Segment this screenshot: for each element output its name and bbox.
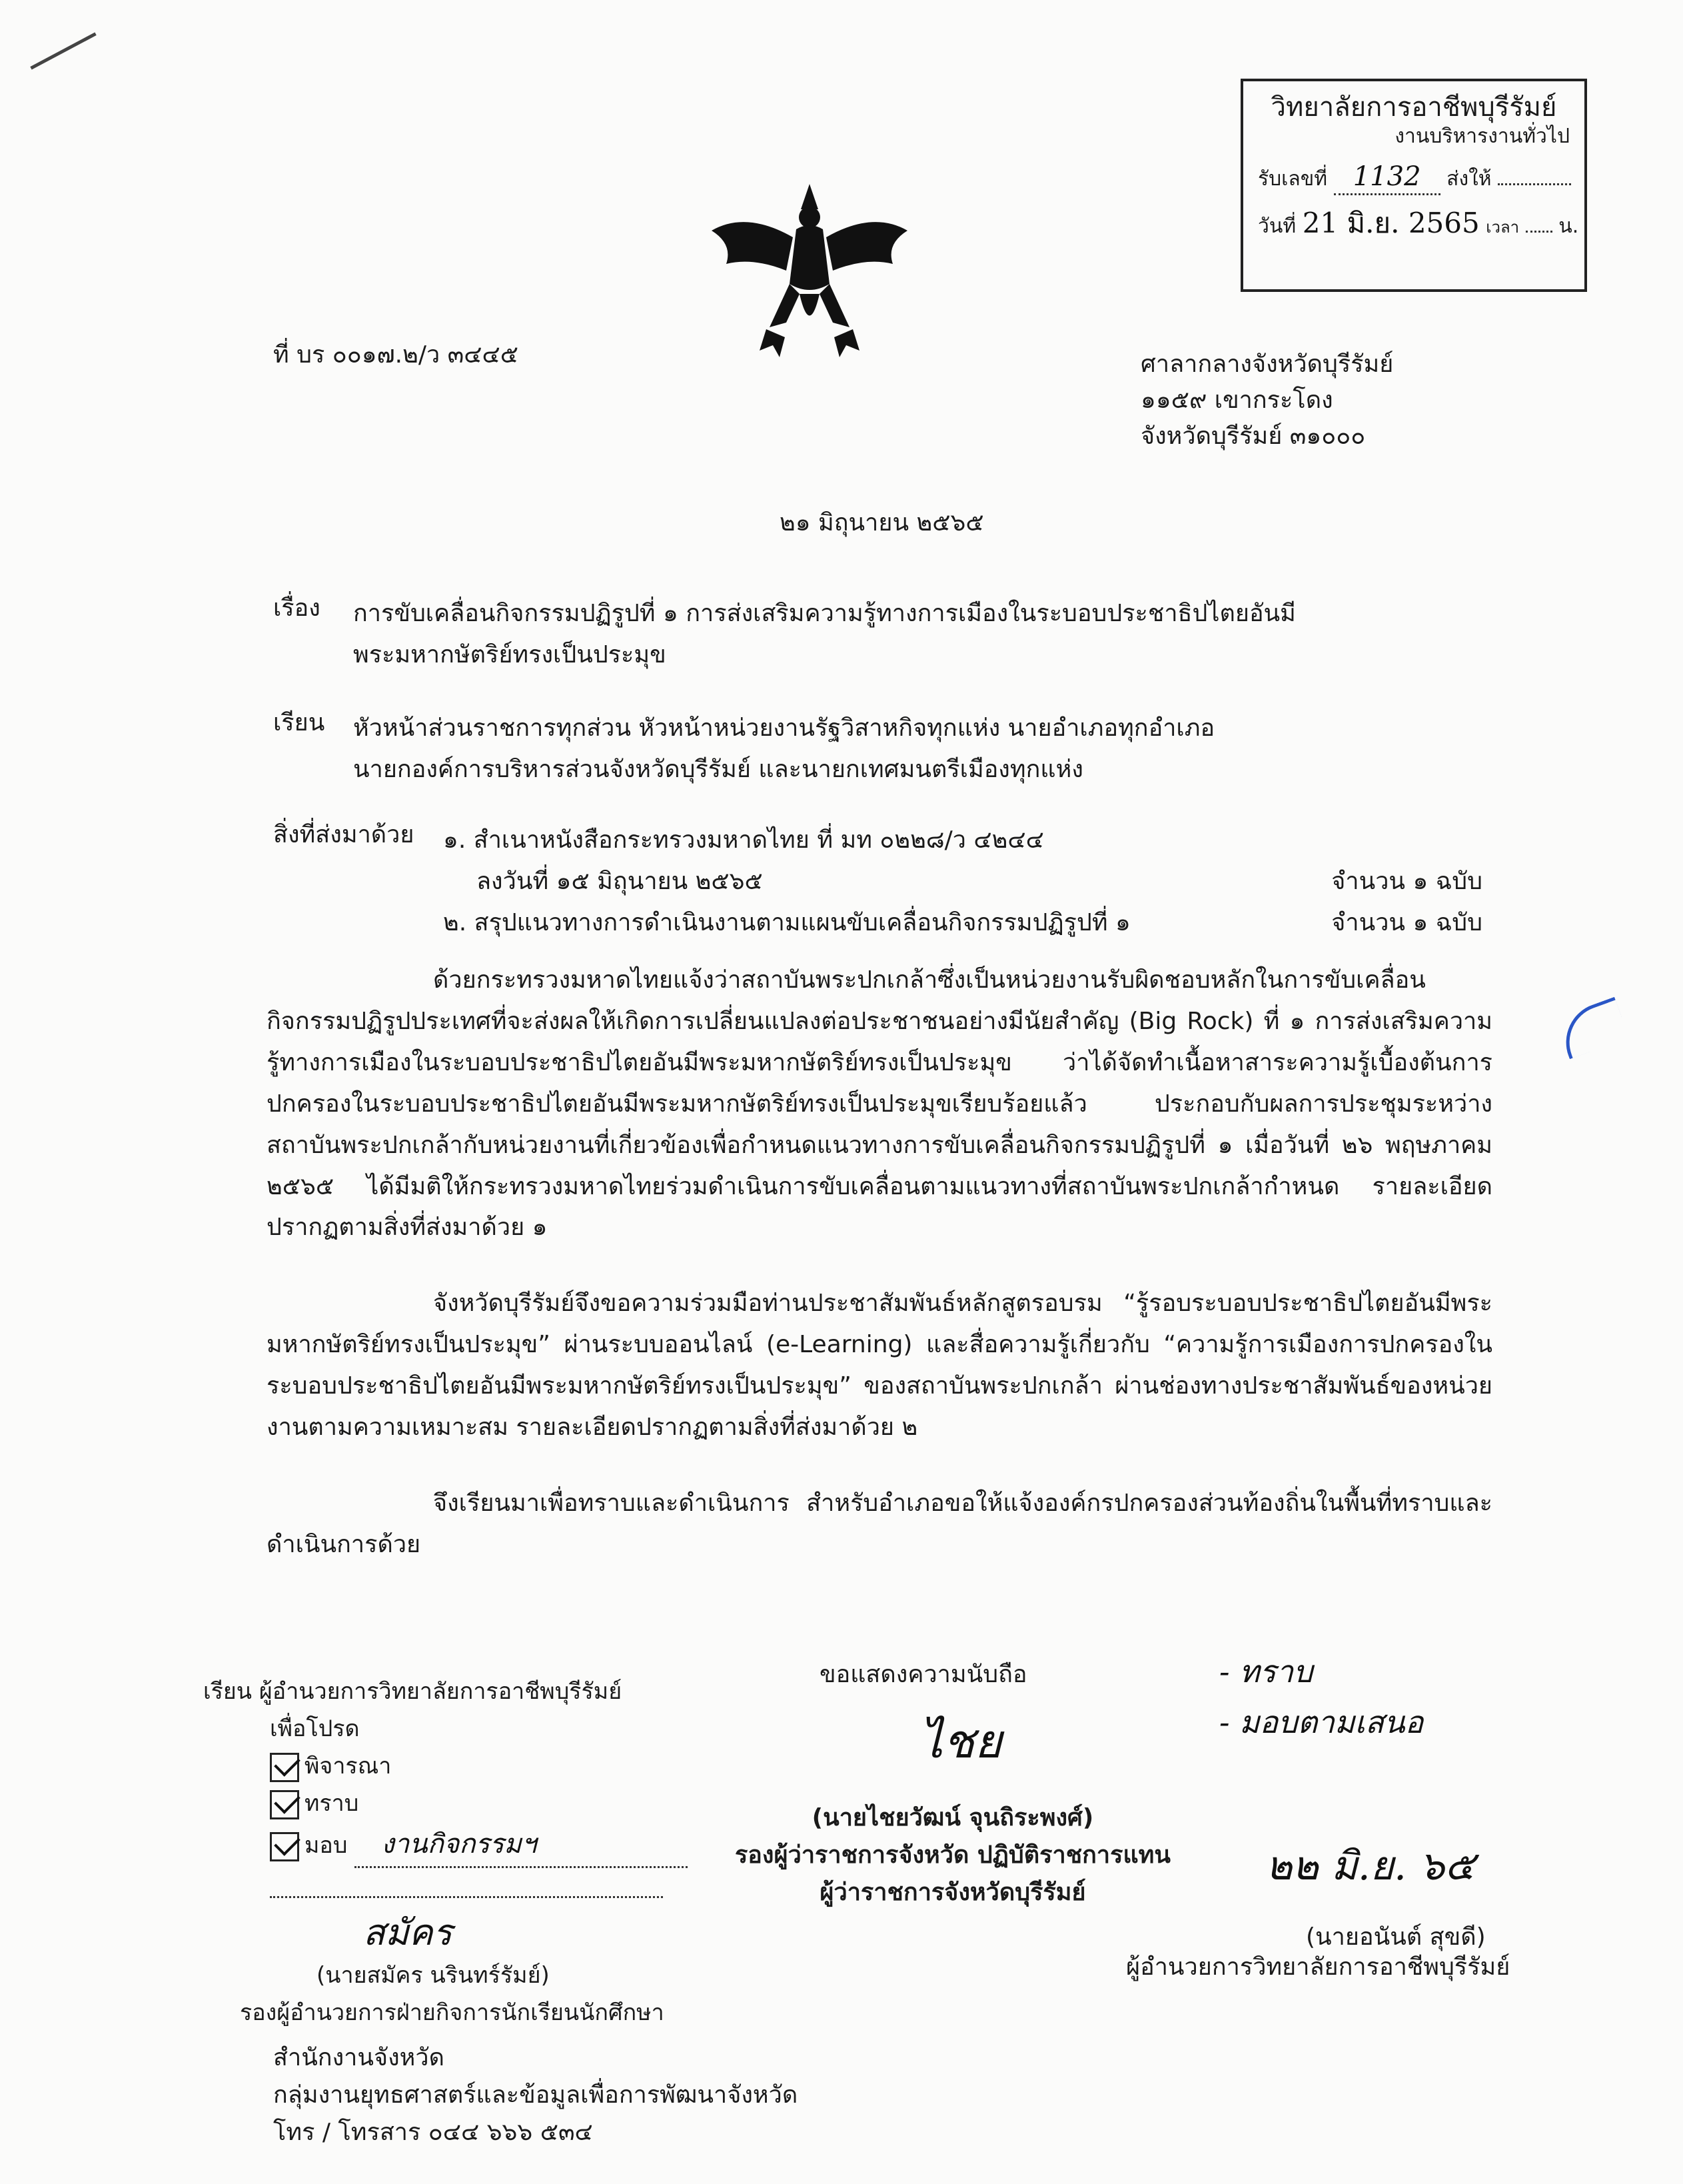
subject-text [353, 593, 1499, 676]
sender-address [1141, 347, 1393, 455]
garuda-emblem-icon [706, 171, 913, 371]
stamp-time-label: เวลา [1486, 217, 1520, 237]
stamp-received-row [1258, 160, 1570, 195]
stamp-date-value: 21 มิ.ย. 2565 [1302, 206, 1480, 239]
stamp-date-label: วันที่ [1258, 214, 1297, 238]
signer-title-2: ผู้ว่าราชการจังหวัดบุรีรัมย์ [820, 1878, 1086, 1906]
checkbox-acknowledge [270, 1790, 299, 1819]
enclosure-1-row [443, 861, 1482, 902]
routing-option-2-label: ทราบ [304, 1790, 359, 1817]
footer-group: กลุ่มงานยุทธศาสตร์และข้อมูลเพื่อการพัฒนาจังหวัด [273, 2081, 798, 2109]
footer-phone: โทร / โทรสาร ๐๔๔ ๖๖๖ ๕๓๔ [273, 2118, 593, 2146]
routing-for: เพื่อโปรด [270, 1715, 360, 1743]
director-title: ผู้อำนวยการวิทยาลัยการอาชีพบุรีรัมย์ [1126, 1953, 1510, 1981]
recipient-line-2: นายกองค์การบริหารส่วนจังหวัดบุรีรัมย์ และนายกเทศมนตรีเมืองทุกแห่ง [353, 755, 1083, 783]
recipient-label: เรียน [273, 709, 325, 736]
routing-signer-name: (นายสมัคร นรินทร์รัมย์) [316, 1961, 550, 1989]
enclosure-2-text: ๒. สรุปแนวทางการดำเนินงานตามแผนขับเคลื่อนกิจกรรมปฏิรูปที่ ๑ [443, 908, 1131, 936]
stamp-received-no: 1132 [1334, 160, 1440, 195]
recipient-line-1: หัวหน้าส่วนราชการทุกส่วน หัวหน้าหน่วยงานรัฐวิสาหกิจทุกแห่ง นายอำเภอทุกอำเภอ [353, 714, 1215, 742]
letter-body [267, 960, 1492, 1566]
stamp-subtitle: งานบริหารงานทั่วไป [1395, 125, 1570, 148]
address-line-3: จังหวัดบุรีรัมย์ ๓๑๐๐๐ [1141, 423, 1366, 450]
enclosure-1-line-1: ๑. สำเนาหนังสือกระทรวงมหาดไทย ที่ มท ๐๒๒๘/ว ๔๒๔๔ [443, 826, 1044, 854]
stamp-send-to-label: ส่งให้ [1446, 167, 1492, 191]
routing-blank-line [203, 1872, 688, 1909]
footer-office: สำนักงานจังหวัด [273, 2044, 444, 2071]
stamp-date-row [1258, 206, 1579, 241]
director-note [1126, 1653, 1579, 1982]
director-name: (นายอนันต์ สุขดี) [1306, 1923, 1486, 1951]
routing-signature: สมัคร [363, 1911, 452, 1954]
signer-title-1: รองผู้ว่าราชการจังหวัด ปฏิบัติราชการแทน [734, 1841, 1171, 1869]
document-number: ที่ บร ๐๐๑๗.๒/ว ๓๔๔๕ [273, 341, 518, 369]
receiving-stamp [1241, 79, 1587, 292]
stamp-received-label: รับเลขที่ [1258, 167, 1328, 191]
director-note-date: ๒๒ มิ.ย. ๖๕ [1266, 1843, 1475, 1889]
document-date: ๒๑ มิถุนายน ๒๕๖๕ [780, 509, 984, 537]
signer-signature: ไชย [919, 1714, 1002, 1769]
signer-block [700, 1799, 1206, 1911]
routing-option-3-label: มอบ [304, 1832, 348, 1859]
routing-note [203, 1673, 688, 2031]
routing-signer-title: รองผู้อำนวยการฝ่ายกิจการนักเรียนนักศึกษา [240, 1999, 664, 2026]
stamp-title: วิทยาลัยการอาชีพบุรีรัมย์ [1271, 92, 1557, 123]
routing-option-2 [203, 1785, 688, 1822]
enclosures-label: สิ่งที่ส่งมาด้วย [273, 821, 414, 848]
closing: ขอแสดงความนับถือ [820, 1661, 1027, 1688]
subject-line-2: พระมหากษัตริย์ทรงเป็นประมุข [353, 640, 666, 668]
address-line-2: ๑๑๕๙ เขากระโดง [1141, 387, 1333, 414]
address-line-1: ศาลากลางจังหวัดบุรีรัมย์ [1141, 351, 1394, 378]
enclosure-1-line-2: ลงวันที่ ๑๕ มิถุนายน ๒๕๖๕ [476, 867, 763, 895]
stamp-send-to-blank [1498, 183, 1571, 185]
stamp-time-unit: น. [1558, 214, 1579, 238]
enclosure-2-qty: จำนวน ๑ ฉบับ [1331, 908, 1482, 936]
routing-option-1-label: พิจารณา [304, 1753, 392, 1780]
enclosure-2-row [443, 902, 1482, 944]
checkbox-consider [270, 1753, 299, 1782]
routing-option-3 [203, 1822, 688, 1868]
enclosures-list [443, 820, 1482, 944]
blue-pen-mark [1555, 997, 1630, 1060]
pen-stroke [30, 32, 96, 69]
body-paragraph-1: ด้วยกระทรวงมหาดไทยแจ้งว่าสถาบันพระปกเกล้าซึ่งเป็นหน่วยงานรับผิดชอบหลักในการขับเคลื่อนกิจกรรมปฏิรูปประเทศที่จะส่งผลให้เกิดการเปลี่ยนแปลงต่อประชาชนอย่างมีนัยสำคัญ (Big Rock) ที่ ๑ การส่งเสริมความรู้ทางการเมืองในระบอบประชาธิปไตยอันมีพระมหากษัตริย์ทรงเป็นประมุข ว่าได้จัดทำเนื้อหาสาระความรู้เบื้องต้นการปกครองในระบอบประชาธิปไตยอันมีพระมหากษัตริย์ทรงเป็นประมุขเรียบร้อยแล้ว ประกอบกับผลการประชุมระหว่างสถาบันพระปกเกล้ากับหน่วยงานที่เกี่ยวข้องเพื่อกำหนดแนวทางการขับเคลื่อนกิจกรรมปฏิรูปที่ ๑ เมื่อวันที่ ๒๖ พฤษภาคม ๒๕๖๕ ได้มีมติให้กระทรวงมหาดไทยร่วมดำเนินการขับเคลื่อนตามแนวทางที่สถาบันพระปกเกล้ากำหนด รายละเอียดปรากฏตามสิ่งที่ส่งมาด้วย ๑ [267, 966, 1492, 1242]
routing-assign-to: งานกิจกรรมฯ [354, 1822, 688, 1868]
director-note-line-1: - ทราบ [1219, 1653, 1313, 1689]
signer-name: (นายไชยวัฒน์ จุนถิระพงศ์) [812, 1804, 1094, 1831]
recipient-text [353, 708, 1499, 790]
footer-contact [273, 2039, 798, 2151]
stamp-time-blank [1526, 231, 1552, 233]
subject-label: เรื่อง [273, 594, 320, 622]
checkbox-assign [270, 1832, 299, 1861]
director-note-line-2: - มอบตามเสนอ [1219, 1703, 1424, 1740]
subject-line-1: การขับเคลื่อนกิจกรรมปฏิรูปที่ ๑ การส่งเสริมความรู้ทางการเมืองในระบอบประชาธิปไตยอันมี [353, 600, 1296, 627]
routing-to: เรียน ผู้อำนวยการวิทยาลัยการอาชีพบุรีรัมย์ [203, 1678, 622, 1705]
body-paragraph-2: จังหวัดบุรีรัมย์จึงขอความร่วมมือท่านประชาสัมพันธ์หลักสูตรอบรม “รู้รอบระบอบประชาธิปไตยอันมีพระมหากษัตริย์ทรงเป็นประมุข” ผ่านระบบออนไลน์ (e-Learning) และสื่อความรู้เกี่ยวกับ “ความรู้การเมืองการปกครองในระบอบประชาธิปไตยอันมีพระมหากษัตริย์ทรงเป็นประมุข” ของสถาบันพระปกเกล้า ผ่านช่องทางประชาสัมพันธ์ของหน่วยงานตามความเหมาะสม รายละเอียดปรากฏตามสิ่งที่ส่งมาด้วย ๒ [267, 1290, 1492, 1442]
body-paragraph-3: จึงเรียนมาเพื่อทราบและดำเนินการ สำหรับอำเภอขอให้แจ้งองค์กรปกครองส่วนท้องถิ่นในพื้นที่ทราบและดำเนินการด้วย [267, 1489, 1492, 1558]
enclosure-1-qty: จำนวน ๑ ฉบับ [1331, 867, 1482, 895]
routing-option-1 [203, 1747, 688, 1785]
